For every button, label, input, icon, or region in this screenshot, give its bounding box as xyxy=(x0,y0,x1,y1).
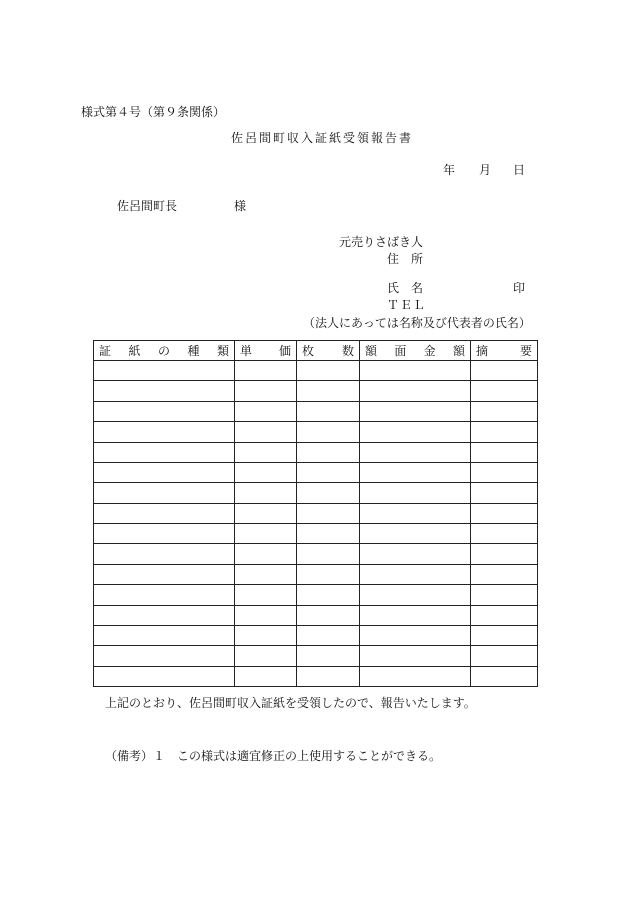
table-row xyxy=(94,442,538,462)
statement-text: 上記のとおり、佐呂間町収入証紙を受領したので、報告いたします。 xyxy=(105,696,476,710)
cell-unit-price[interactable] xyxy=(235,666,297,686)
cell-kind[interactable] xyxy=(94,666,235,686)
cell-remarks[interactable] xyxy=(471,442,538,462)
cell-unit-price[interactable] xyxy=(235,422,297,442)
date-month: 月 xyxy=(479,163,492,177)
cell-face-amount[interactable] xyxy=(360,524,471,544)
table-row xyxy=(94,381,538,401)
cell-face-amount[interactable] xyxy=(360,483,471,503)
header-unit-price: 単 価 xyxy=(235,341,297,361)
cell-count[interactable] xyxy=(297,462,360,482)
cell-remarks[interactable] xyxy=(471,544,538,564)
cell-remarks[interactable] xyxy=(471,625,538,645)
cell-unit-price[interactable] xyxy=(235,442,297,462)
cell-remarks[interactable] xyxy=(471,422,538,442)
cell-face-amount[interactable] xyxy=(360,585,471,605)
cell-unit-price[interactable] xyxy=(235,605,297,625)
seller-address-label: 住 所 xyxy=(387,252,424,266)
remarks-note: （備考）１ この様式は適宜修正の上使用することができる。 xyxy=(105,749,442,763)
cell-face-amount[interactable] xyxy=(360,503,471,523)
cell-count[interactable] xyxy=(297,605,360,625)
cell-unit-price[interactable] xyxy=(235,401,297,421)
cell-count[interactable] xyxy=(297,666,360,686)
cell-face-amount[interactable] xyxy=(360,544,471,564)
cell-count[interactable] xyxy=(297,381,360,401)
cell-remarks[interactable] xyxy=(471,401,538,421)
cell-kind[interactable] xyxy=(94,625,235,645)
cell-unit-price[interactable] xyxy=(235,462,297,482)
header-remarks: 摘 要 xyxy=(471,341,538,361)
cell-unit-price[interactable] xyxy=(235,381,297,401)
cell-face-amount[interactable] xyxy=(360,401,471,421)
cell-kind[interactable] xyxy=(94,401,235,421)
date-day: 日 xyxy=(513,163,526,177)
cell-count[interactable] xyxy=(297,401,360,421)
cell-kind[interactable] xyxy=(94,544,235,564)
cell-unit-price[interactable] xyxy=(235,646,297,666)
cell-unit-price[interactable] xyxy=(235,361,297,381)
page-title: 佐呂間町収入証紙受領報告書 xyxy=(231,131,414,145)
table-row xyxy=(94,585,538,605)
cell-face-amount[interactable] xyxy=(360,625,471,645)
table-body xyxy=(94,361,538,687)
header-count: 枚 数 xyxy=(297,341,360,361)
cell-unit-price[interactable] xyxy=(235,503,297,523)
cell-kind[interactable] xyxy=(94,646,235,666)
cell-count[interactable] xyxy=(297,564,360,584)
cell-count[interactable] xyxy=(297,544,360,564)
seller-name-label: 氏 名 xyxy=(387,281,424,295)
cell-count[interactable] xyxy=(297,483,360,503)
table-row xyxy=(94,666,538,686)
cell-kind[interactable] xyxy=(94,381,235,401)
cell-count[interactable] xyxy=(297,625,360,645)
cell-face-amount[interactable] xyxy=(360,381,471,401)
cell-remarks[interactable] xyxy=(471,503,538,523)
table-row xyxy=(94,544,538,564)
cell-face-amount[interactable] xyxy=(360,605,471,625)
cell-remarks[interactable] xyxy=(471,585,538,605)
cell-remarks[interactable] xyxy=(471,524,538,544)
cell-kind[interactable] xyxy=(94,585,235,605)
cell-kind[interactable] xyxy=(94,462,235,482)
cell-unit-price[interactable] xyxy=(235,544,297,564)
cell-unit-price[interactable] xyxy=(235,585,297,605)
cell-unit-price[interactable] xyxy=(235,564,297,584)
table-row xyxy=(94,564,538,584)
cell-remarks[interactable] xyxy=(471,564,538,584)
table-row xyxy=(94,422,538,442)
seller-role-label: 元売りさばき人 xyxy=(339,235,424,249)
cell-face-amount[interactable] xyxy=(360,442,471,462)
cell-count[interactable] xyxy=(297,422,360,442)
cell-face-amount[interactable] xyxy=(360,666,471,686)
cell-unit-price[interactable] xyxy=(235,625,297,645)
cell-kind[interactable] xyxy=(94,564,235,584)
cell-face-amount[interactable] xyxy=(360,422,471,442)
cell-remarks[interactable] xyxy=(471,361,538,381)
table-row xyxy=(94,401,538,421)
corporate-note: （法人にあっては名称及び代表者の氏名） xyxy=(303,316,531,330)
cell-remarks[interactable] xyxy=(471,666,538,686)
table-row xyxy=(94,361,538,381)
cell-remarks[interactable] xyxy=(471,646,538,666)
table-row xyxy=(94,483,538,503)
cell-count[interactable] xyxy=(297,585,360,605)
date-year: 年 xyxy=(443,163,456,177)
cell-kind[interactable] xyxy=(94,361,235,381)
cell-kind[interactable] xyxy=(94,442,235,462)
seal-label: 印 xyxy=(513,281,526,295)
table-row xyxy=(94,646,538,666)
cell-face-amount[interactable] xyxy=(360,361,471,381)
form-number: 様式第４号（第９条関係） xyxy=(81,105,226,119)
stamp-report-table xyxy=(93,340,538,687)
table-row xyxy=(94,524,538,544)
cell-count[interactable] xyxy=(297,646,360,666)
cell-kind[interactable] xyxy=(94,422,235,442)
cell-face-amount[interactable] xyxy=(360,462,471,482)
addressee-name: 佐呂間町長 xyxy=(117,199,178,213)
cell-count[interactable] xyxy=(297,361,360,381)
cell-remarks[interactable] xyxy=(471,605,538,625)
cell-remarks[interactable] xyxy=(471,483,538,503)
table-header-row xyxy=(94,341,538,361)
header-face-amount: 額 面 金 額 xyxy=(360,341,471,361)
addressee-honorific: 様 xyxy=(234,199,247,213)
cell-remarks[interactable] xyxy=(471,381,538,401)
table-row xyxy=(94,625,538,645)
cell-kind[interactable] xyxy=(94,524,235,544)
table-row xyxy=(94,462,538,482)
cell-kind[interactable] xyxy=(94,503,235,523)
table-row xyxy=(94,605,538,625)
cell-count[interactable] xyxy=(297,503,360,523)
seller-tel-label: ＴＥＬ xyxy=(387,298,427,312)
cell-kind[interactable] xyxy=(94,605,235,625)
cell-remarks[interactable] xyxy=(471,462,538,482)
cell-count[interactable] xyxy=(297,524,360,544)
cell-unit-price[interactable] xyxy=(235,483,297,503)
cell-face-amount[interactable] xyxy=(360,564,471,584)
cell-kind[interactable] xyxy=(94,483,235,503)
cell-unit-price[interactable] xyxy=(235,524,297,544)
header-kind: 証 紙 の 種 類 xyxy=(94,341,235,361)
cell-count[interactable] xyxy=(297,442,360,462)
cell-face-amount[interactable] xyxy=(360,646,471,666)
table-row xyxy=(94,503,538,523)
